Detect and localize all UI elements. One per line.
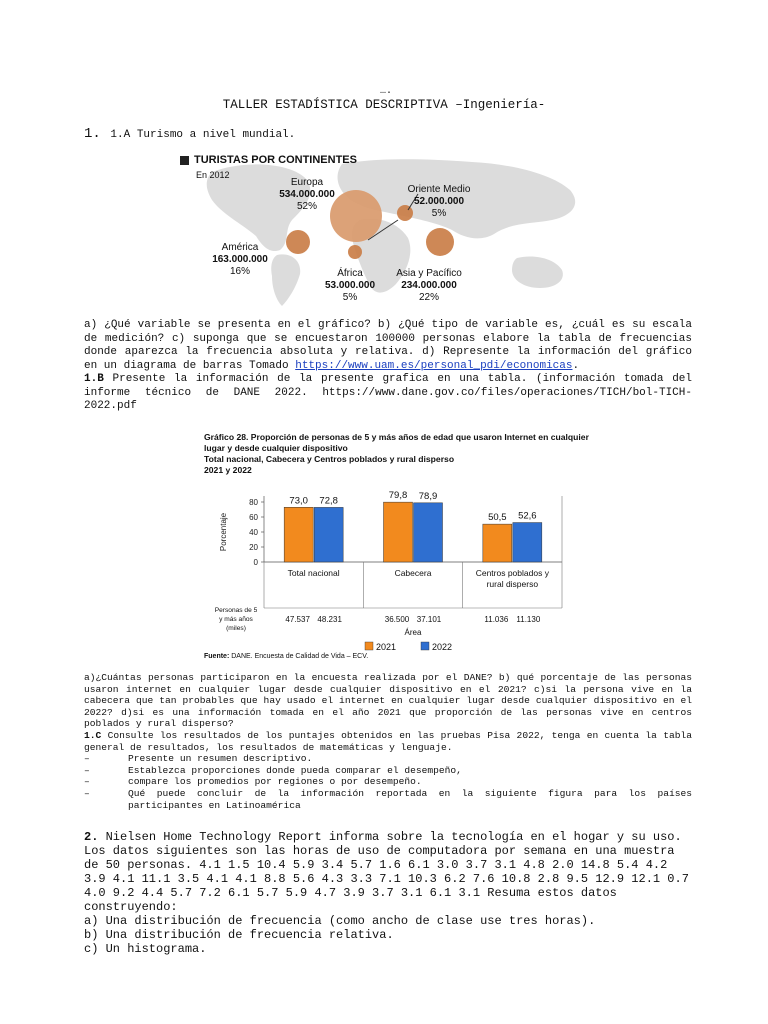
category-label: Total nacional xyxy=(287,568,340,578)
y-tick-label: 60 xyxy=(249,513,258,522)
list-item: – Presente un resumen descriptivo. xyxy=(84,753,692,765)
bar-2021 xyxy=(284,507,313,562)
legend-swatch-2022 xyxy=(421,642,429,650)
q1a-title: 1.A Turismo a nivel mundial. xyxy=(110,129,296,141)
bar-2021 xyxy=(483,524,512,562)
page-title: TALLER ESTADÍSTICA DESCRIPTIVA –Ingeniería- xyxy=(222,98,546,112)
legend-label: 2021 xyxy=(376,642,397,652)
q2-item-b: b) Una distribución de frecuencia relativa. xyxy=(84,928,394,942)
q1c-block xyxy=(84,672,692,811)
chart-years: 2021 y 2022 xyxy=(204,465,252,475)
header-dots: …. xyxy=(380,86,393,97)
q2-paragraph: 2. Nielsen Home Technology Report informa sobre la tecnología en el hogar y su uso. Los datos siguientes son las horas de uso de computadora por semana en una muestra de 50 personas. 4.1 1.5 10.4 5.9 3.4 5.7 1.6 6.1 3.0 3.7 3.1 4.8 2.0 14.8 5.4 4.2 3.9 4.1 11.1 3.5 4.1 4.1 8.8 5.6 4.3 3.3 7.1 10.3 6.2 7.6 10.8 2.8 9.5 12.9 12.1 0.7 4.0 9.2 4.4 5.7 7.2 6.1 5.7 5.9 4.7 3.9 3.7 3.1 6.1 3.1 Resuma estos datos construyendo: xyxy=(84,830,689,914)
legend-swatch-2021 xyxy=(365,642,373,650)
q1c-bullet-list xyxy=(84,753,692,811)
bar-2022 xyxy=(414,503,443,562)
chart-plot xyxy=(204,488,604,658)
chart-title: Gráfico 28. Proporción de personas de 5 y más años de edad que usaron Internet en cualquier lugar y desde cualquier dispositivo xyxy=(204,432,589,453)
q1c-paragraph: 1.C Consulte los resultados de los puntajes obtenidos en las pruebas Pisa 2022, tenga en cuenta la tabla general de resultados, los resultados de matemáticas y lenguaje. xyxy=(84,729,692,753)
region-oriente-medio: Oriente Medio 52.000.000 5% xyxy=(407,184,471,219)
q1b-text: Presente la información de la presente grafica en una tabla. (información tomada del informe técnico de DANE 2022. https://www.dane.gov.co/files/operaciones/TICH/bol-TICH-2022.pdf xyxy=(84,373,692,412)
map-title: TURISTAS POR CONTINENTES xyxy=(194,154,357,166)
q1-questions-dane: a)¿Cuántas personas participaron en la encuesta realizada por el DANE? b) qué porcentaje de las personas usaron internet en cualquier lugar desde cualquier dispositivo en el 2021? c)si la persona vive en la cabecera que tan probables que hay usado el internet en cualquier lugar desde cualquier dispositivo en el 2022? d)si es una información tomada en el año 2021 que proporción de las personas vive en centros poblados y rural disperso? xyxy=(84,672,692,730)
category-label: Cabecera xyxy=(394,568,432,578)
q1a-questions: a) ¿Qué variable se presenta en el gráfico? b) ¿Qué tipo de variable es, ¿cuál es su escala de medición? c) suponga que se encuestaron 100000 personas elabore la tabla de frecuencias donde aparezca la frecuencia absoluta y relativa. d) Represente la información del gráfico en un diagrama de barras Tomado https://www.uam.es/personal_pdi/economicas. 1.B Presente la información de la presente grafica en una tabla. (información tomada del informe técnico de DANE 2022. https://www.dane.gov.co/files/operaciones/TICH/bol-TICH-2022.pdf xyxy=(84,319,692,412)
region-asia-pacifico: Asia y Pacífico 234.000.000 22% xyxy=(396,268,462,303)
q1-number: 1. xyxy=(84,126,101,142)
bar-value-label: 52,6 xyxy=(518,510,537,522)
region-america: América 163.000.000 16% xyxy=(212,242,268,277)
persons-value: 11.036 xyxy=(484,615,509,624)
y-axis-label: Porcentaje xyxy=(219,512,228,552)
chart-source: Fuente: DANE, Encuesta de Calidad de Vida – ECV. xyxy=(204,653,369,658)
dane-chart xyxy=(204,432,604,658)
persons-value: 48.231 xyxy=(317,615,342,624)
category-label: Centros poblados y xyxy=(475,568,549,578)
chart-subtitle: Total nacional, Cabecera y Centros poblados y rural disperso xyxy=(204,454,455,464)
bar-value-label: 72,8 xyxy=(319,495,338,507)
persons-row-label: (miles) xyxy=(226,625,246,632)
q2-block xyxy=(84,830,694,956)
list-item: – compare los promedios por regiones o por desempeño. xyxy=(84,776,692,788)
bar-value-label: 73,0 xyxy=(289,495,308,507)
tourism-map-figure xyxy=(172,150,608,310)
category-label: rural disperso xyxy=(486,579,539,589)
bar-2021 xyxy=(384,502,413,562)
persons-value: 36.500 xyxy=(384,615,410,624)
y-tick-label: 80 xyxy=(249,498,258,507)
y-tick-label: 20 xyxy=(249,543,258,552)
region-europa: Europa 534.000.000 52% xyxy=(279,177,335,212)
y-tick-label: 0 xyxy=(253,558,258,567)
q2-item-a: a) Una distribución de frecuencia (como ancho de clase use tres horas). xyxy=(84,914,596,928)
bar-2022 xyxy=(513,523,542,562)
uam-link[interactable]: https://www.uam.es/personal_pdi/economicas xyxy=(295,359,573,372)
x-axis-label: Área xyxy=(404,628,422,637)
list-item: – Establezca proporciones donde pueda comparar el desempeño, xyxy=(84,765,692,777)
bar-2022 xyxy=(314,507,343,562)
y-tick-label: 40 xyxy=(249,528,258,537)
q2-item-c: c) Un histograma. xyxy=(84,942,207,956)
list-item: – Qué puede concluir de la información reportada en la siguiente figura para los países participantes en Latinoamérica xyxy=(84,788,692,811)
q1b-label: 1.B xyxy=(84,373,104,385)
persons-row-label: Personas de 5 xyxy=(214,607,258,614)
bar-value-label: 79,8 xyxy=(388,490,408,502)
bar-value-label: 78,9 xyxy=(418,490,438,502)
persons-value: 37.101 xyxy=(416,615,442,624)
persons-value: 47.537 xyxy=(285,615,310,624)
bar-value-label: 50,5 xyxy=(488,512,507,524)
legend-label: 2022 xyxy=(432,642,453,652)
map-subtitle: En 2012 xyxy=(196,170,230,180)
q1-heading xyxy=(84,124,295,142)
region-africa: África 53.000.000 5% xyxy=(324,268,376,303)
persons-value: 11.130 xyxy=(516,615,541,624)
persons-row-label: y más años xyxy=(219,616,253,623)
